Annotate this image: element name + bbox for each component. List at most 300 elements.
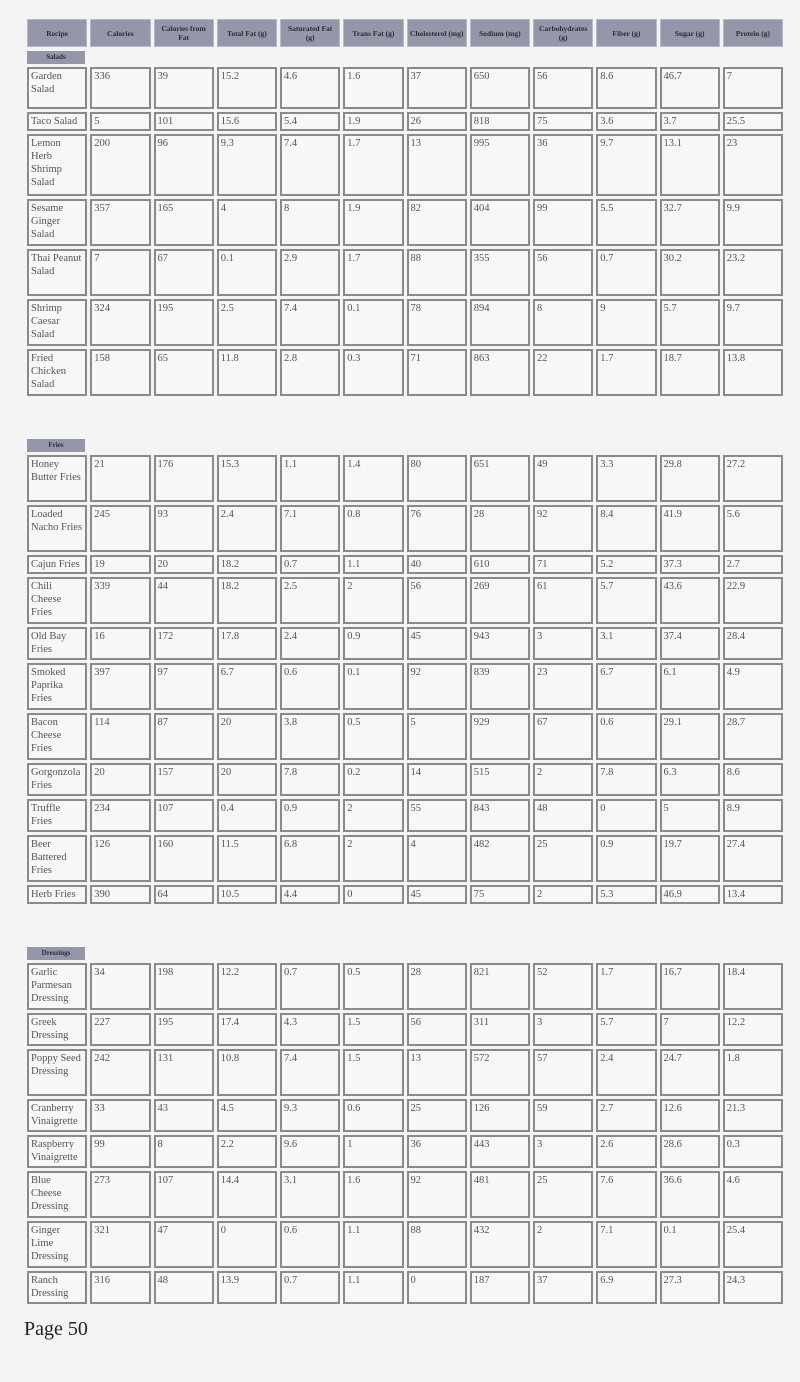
value-cell: 404 — [470, 199, 530, 246]
value-cell: 97 — [154, 663, 214, 710]
value-cell: 23.2 — [723, 249, 783, 296]
value-cell: 12.6 — [660, 1099, 720, 1132]
value-cell: 64 — [154, 885, 214, 904]
value-cell: 8 — [533, 299, 593, 346]
value-cell: 99 — [533, 199, 593, 246]
value-cell: 126 — [90, 835, 150, 882]
table-row — [27, 1171, 783, 1218]
value-cell: 10.8 — [217, 1049, 277, 1096]
header-protein: Protein (g) — [723, 19, 783, 47]
value-cell: 5.6 — [723, 505, 783, 552]
value-cell: 56 — [407, 577, 467, 624]
value-cell: 2.8 — [280, 349, 340, 396]
value-cell: 8.4 — [596, 505, 656, 552]
table-row — [27, 1049, 783, 1096]
value-cell: 2 — [343, 577, 403, 624]
header-sugar: Sugar (g) — [660, 19, 720, 47]
value-cell: 4.4 — [280, 885, 340, 904]
value-cell: 0.1 — [217, 249, 277, 296]
value-cell: 28.7 — [723, 713, 783, 760]
value-cell: 336 — [90, 67, 150, 109]
value-cell: 67 — [154, 249, 214, 296]
section-label: Fries — [27, 439, 85, 452]
value-cell: 18.2 — [217, 577, 277, 624]
value-cell: 321 — [90, 1221, 150, 1268]
value-cell: 9.7 — [723, 299, 783, 346]
value-cell: 0.5 — [343, 963, 403, 1010]
value-cell: 8.9 — [723, 799, 783, 832]
value-cell: 9 — [596, 299, 656, 346]
value-cell: 481 — [470, 1171, 530, 1218]
value-cell: 107 — [154, 1171, 214, 1218]
value-cell: 22.9 — [723, 577, 783, 624]
value-cell: 3 — [533, 627, 593, 660]
value-cell: 339 — [90, 577, 150, 624]
value-cell: 114 — [90, 713, 150, 760]
value-cell: 2 — [343, 835, 403, 882]
value-cell: 158 — [90, 349, 150, 396]
value-cell: 0.1 — [343, 663, 403, 710]
value-cell: 0.6 — [596, 713, 656, 760]
value-cell: 4.6 — [280, 67, 340, 109]
value-cell: 7.4 — [280, 134, 340, 196]
header-fiber: Fiber (g) — [596, 19, 656, 47]
value-cell: 75 — [470, 885, 530, 904]
value-cell: 87 — [154, 713, 214, 760]
table-row — [27, 799, 783, 832]
value-cell: 19 — [90, 555, 150, 574]
value-cell: 1.7 — [596, 349, 656, 396]
value-cell: 43.6 — [660, 577, 720, 624]
value-cell: 18.7 — [660, 349, 720, 396]
value-cell: 17.8 — [217, 627, 277, 660]
value-cell: 3.8 — [280, 713, 340, 760]
value-cell: 101 — [154, 112, 214, 131]
value-cell: 92 — [407, 1171, 467, 1218]
value-cell: 36.6 — [660, 1171, 720, 1218]
value-cell: 1.5 — [343, 1013, 403, 1046]
value-cell: 2 — [533, 763, 593, 796]
section-header-row — [27, 438, 783, 452]
value-cell: 99 — [90, 1135, 150, 1168]
value-cell: 4.6 — [723, 1171, 783, 1218]
value-cell: 20 — [217, 763, 277, 796]
value-cell: 11.5 — [217, 835, 277, 882]
value-cell: 20 — [90, 763, 150, 796]
table-row — [27, 1271, 783, 1304]
value-cell: 6.8 — [280, 835, 340, 882]
value-cell: 13 — [407, 1049, 467, 1096]
value-cell: 23 — [723, 134, 783, 196]
value-cell: 6.7 — [596, 663, 656, 710]
value-cell: 2.2 — [217, 1135, 277, 1168]
value-cell: 1.6 — [343, 1171, 403, 1218]
table-row — [27, 505, 783, 552]
recipe-name-cell: Raspberry Vinaigrette — [27, 1135, 87, 1168]
value-cell: 45 — [407, 885, 467, 904]
value-cell: 24.3 — [723, 1271, 783, 1304]
value-cell: 25 — [407, 1099, 467, 1132]
value-cell: 863 — [470, 349, 530, 396]
value-cell: 515 — [470, 763, 530, 796]
value-cell: 1.7 — [343, 249, 403, 296]
value-cell: 943 — [470, 627, 530, 660]
recipe-name-cell: Smoked Paprika Fries — [27, 663, 87, 710]
value-cell: 821 — [470, 963, 530, 1010]
recipe-name-cell: Garlic Parmesan Dressing — [27, 963, 87, 1010]
table-row — [27, 763, 783, 796]
recipe-name-cell: Taco Salad — [27, 112, 87, 131]
value-cell: 0 — [217, 1221, 277, 1268]
value-cell: 88 — [407, 249, 467, 296]
value-cell: 28 — [407, 963, 467, 1010]
table-row — [27, 299, 783, 346]
table-row — [27, 577, 783, 624]
value-cell: 36 — [533, 134, 593, 196]
value-cell: 1.5 — [343, 1049, 403, 1096]
table-row — [27, 885, 783, 904]
value-cell: 3 — [533, 1135, 593, 1168]
value-cell: 176 — [154, 455, 214, 502]
value-cell: 32.7 — [660, 199, 720, 246]
value-cell: 3.7 — [660, 112, 720, 131]
table-row — [27, 199, 783, 246]
value-cell: 0.7 — [280, 963, 340, 1010]
value-cell: 7.1 — [280, 505, 340, 552]
value-cell: 46.9 — [660, 885, 720, 904]
value-cell: 324 — [90, 299, 150, 346]
value-cell: 22 — [533, 349, 593, 396]
value-cell: 157 — [154, 763, 214, 796]
table-row — [27, 1135, 783, 1168]
value-cell: 4 — [217, 199, 277, 246]
recipe-name-cell: Fried Chicken Salad — [27, 349, 87, 396]
value-cell: 71 — [407, 349, 467, 396]
section-spacer — [27, 399, 783, 435]
header-sodium: Sodium (mg) — [470, 19, 530, 47]
value-cell: 7 — [90, 249, 150, 296]
value-cell: 37.3 — [660, 555, 720, 574]
value-cell: 0.6 — [280, 1221, 340, 1268]
value-cell: 839 — [470, 663, 530, 710]
value-cell: 80 — [407, 455, 467, 502]
value-cell: 432 — [470, 1221, 530, 1268]
table-row — [27, 963, 783, 1010]
header-calories-from-fat: Calories from Fat — [154, 19, 214, 47]
value-cell: 13.9 — [217, 1271, 277, 1304]
value-cell: 2.5 — [217, 299, 277, 346]
value-cell: 13.4 — [723, 885, 783, 904]
value-cell: 57 — [533, 1049, 593, 1096]
recipe-name-cell: Shrimp Caesar Salad — [27, 299, 87, 346]
recipe-name-cell: Bacon Cheese Fries — [27, 713, 87, 760]
value-cell: 1.7 — [343, 134, 403, 196]
value-cell: 71 — [533, 555, 593, 574]
value-cell: 28.4 — [723, 627, 783, 660]
recipe-name-cell: Old Bay Fries — [27, 627, 87, 660]
value-cell: 8 — [280, 199, 340, 246]
value-cell: 650 — [470, 67, 530, 109]
value-cell: 1.1 — [343, 1221, 403, 1268]
value-cell: 37 — [533, 1271, 593, 1304]
value-cell: 12.2 — [217, 963, 277, 1010]
value-cell: 0.6 — [280, 663, 340, 710]
value-cell: 21.3 — [723, 1099, 783, 1132]
value-cell: 18.4 — [723, 963, 783, 1010]
value-cell: 198 — [154, 963, 214, 1010]
value-cell: 187 — [470, 1271, 530, 1304]
value-cell: 131 — [154, 1049, 214, 1096]
value-cell: 929 — [470, 713, 530, 760]
value-cell: 172 — [154, 627, 214, 660]
value-cell: 0 — [343, 885, 403, 904]
value-cell: 1.7 — [596, 963, 656, 1010]
value-cell: 572 — [470, 1049, 530, 1096]
value-cell: 11.8 — [217, 349, 277, 396]
value-cell: 76 — [407, 505, 467, 552]
value-cell: 9.7 — [596, 134, 656, 196]
value-cell: 59 — [533, 1099, 593, 1132]
value-cell: 29.8 — [660, 455, 720, 502]
recipe-name-cell: Gorgonzola Fries — [27, 763, 87, 796]
header-cholesterol: Cholesterol (mg) — [407, 19, 467, 47]
table-row — [27, 835, 783, 882]
value-cell: 126 — [470, 1099, 530, 1132]
value-cell: 44 — [154, 577, 214, 624]
section-header-row — [27, 50, 783, 64]
value-cell: 0.2 — [343, 763, 403, 796]
value-cell: 2 — [343, 799, 403, 832]
value-cell: 5 — [407, 713, 467, 760]
value-cell: 43 — [154, 1099, 214, 1132]
value-cell: 0.9 — [343, 627, 403, 660]
table-row — [27, 555, 783, 574]
value-cell: 7.1 — [596, 1221, 656, 1268]
value-cell: 25 — [533, 1171, 593, 1218]
value-cell: 13.1 — [660, 134, 720, 196]
value-cell: 7.8 — [596, 763, 656, 796]
value-cell: 2.5 — [280, 577, 340, 624]
value-cell: 2 — [533, 1221, 593, 1268]
value-cell: 3.6 — [596, 112, 656, 131]
value-cell: 0.9 — [280, 799, 340, 832]
value-cell: 1.1 — [280, 455, 340, 502]
value-cell: 26 — [407, 112, 467, 131]
table-body — [27, 50, 783, 1304]
recipe-name-cell: Blue Cheese Dressing — [27, 1171, 87, 1218]
value-cell: 5.7 — [596, 1013, 656, 1046]
table-row — [27, 455, 783, 502]
value-cell: 0 — [596, 799, 656, 832]
value-cell: 45 — [407, 627, 467, 660]
value-cell: 2.4 — [217, 505, 277, 552]
value-cell: 1.1 — [343, 1271, 403, 1304]
table-row — [27, 112, 783, 131]
recipe-name-cell: Beer Battered Fries — [27, 835, 87, 882]
value-cell: 0.8 — [343, 505, 403, 552]
value-cell: 1.1 — [343, 555, 403, 574]
value-cell: 48 — [154, 1271, 214, 1304]
value-cell: 9.3 — [217, 134, 277, 196]
value-cell: 1.8 — [723, 1049, 783, 1096]
value-cell: 273 — [90, 1171, 150, 1218]
value-cell: 7.4 — [280, 299, 340, 346]
value-cell: 46.7 — [660, 67, 720, 109]
value-cell: 10.5 — [217, 885, 277, 904]
value-cell: 47 — [154, 1221, 214, 1268]
value-cell: 0.6 — [343, 1099, 403, 1132]
value-cell: 651 — [470, 455, 530, 502]
value-cell: 0 — [407, 1271, 467, 1304]
value-cell: 390 — [90, 885, 150, 904]
value-cell: 14 — [407, 763, 467, 796]
value-cell: 16 — [90, 627, 150, 660]
value-cell: 15.2 — [217, 67, 277, 109]
value-cell: 92 — [533, 505, 593, 552]
value-cell: 894 — [470, 299, 530, 346]
value-cell: 36 — [407, 1135, 467, 1168]
value-cell: 33 — [90, 1099, 150, 1132]
value-cell: 1.9 — [343, 112, 403, 131]
value-cell: 2.4 — [596, 1049, 656, 1096]
value-cell: 67 — [533, 713, 593, 760]
recipe-name-cell: Ranch Dressing — [27, 1271, 87, 1304]
value-cell: 61 — [533, 577, 593, 624]
value-cell: 7 — [660, 1013, 720, 1046]
header-recipe: Recipe — [27, 19, 87, 47]
recipe-name-cell: Cranberry Vinaigrette — [27, 1099, 87, 1132]
value-cell: 20 — [154, 555, 214, 574]
recipe-name-cell: Truffle Fries — [27, 799, 87, 832]
value-cell: 4.9 — [723, 663, 783, 710]
value-cell: 9.9 — [723, 199, 783, 246]
value-cell: 34 — [90, 963, 150, 1010]
value-cell: 39 — [154, 67, 214, 109]
value-cell: 2.9 — [280, 249, 340, 296]
value-cell: 0.4 — [217, 799, 277, 832]
value-cell: 6.1 — [660, 663, 720, 710]
table-row — [27, 67, 783, 109]
value-cell: 88 — [407, 1221, 467, 1268]
recipe-name-cell: Lemon Herb Shrimp Salad — [27, 134, 87, 196]
value-cell: 610 — [470, 555, 530, 574]
value-cell: 24.7 — [660, 1049, 720, 1096]
value-cell: 4.5 — [217, 1099, 277, 1132]
value-cell: 27.3 — [660, 1271, 720, 1304]
value-cell: 2 — [533, 885, 593, 904]
nutrition-table — [24, 16, 786, 1307]
value-cell: 8.6 — [596, 67, 656, 109]
recipe-name-cell: Chili Cheese Fries — [27, 577, 87, 624]
value-cell: 28 — [470, 505, 530, 552]
section-header-row — [27, 946, 783, 960]
value-cell: 7.4 — [280, 1049, 340, 1096]
value-cell: 107 — [154, 799, 214, 832]
value-cell: 357 — [90, 199, 150, 246]
header-carbohydrates: Carbohydrates (g) — [533, 19, 593, 47]
value-cell: 0.7 — [280, 555, 340, 574]
value-cell: 29.1 — [660, 713, 720, 760]
value-cell: 37.4 — [660, 627, 720, 660]
value-cell: 9.6 — [280, 1135, 340, 1168]
nutrition-document — [24, 16, 786, 1307]
value-cell: 5 — [90, 112, 150, 131]
value-cell: 2.7 — [723, 555, 783, 574]
value-cell: 1.6 — [343, 67, 403, 109]
value-cell: 75 — [533, 112, 593, 131]
value-cell: 78 — [407, 299, 467, 346]
recipe-name-cell: Loaded Nacho Fries — [27, 505, 87, 552]
value-cell: 27.2 — [723, 455, 783, 502]
value-cell: 7.8 — [280, 763, 340, 796]
page-number: Page 50 — [24, 1318, 88, 1340]
value-cell: 5.4 — [280, 112, 340, 131]
value-cell: 56 — [533, 67, 593, 109]
value-cell: 96 — [154, 134, 214, 196]
value-cell: 16.7 — [660, 963, 720, 1010]
value-cell: 93 — [154, 505, 214, 552]
table-row — [27, 713, 783, 760]
table-row — [27, 134, 783, 196]
table-row — [27, 249, 783, 296]
value-cell: 8.6 — [723, 763, 783, 796]
recipe-name-cell: Poppy Seed Dressing — [27, 1049, 87, 1096]
value-cell: 234 — [90, 799, 150, 832]
value-cell: 843 — [470, 799, 530, 832]
table-row — [27, 627, 783, 660]
header-row — [27, 19, 783, 47]
value-cell: 818 — [470, 112, 530, 131]
value-cell: 227 — [90, 1013, 150, 1046]
section-spacer — [27, 907, 783, 943]
value-cell: 316 — [90, 1271, 150, 1304]
value-cell: 195 — [154, 299, 214, 346]
value-cell: 15.6 — [217, 112, 277, 131]
value-cell: 41.9 — [660, 505, 720, 552]
table-row — [27, 349, 783, 396]
value-cell: 14.4 — [217, 1171, 277, 1218]
recipe-name-cell: Thai Peanut Salad — [27, 249, 87, 296]
value-cell: 37 — [407, 67, 467, 109]
value-cell: 30.2 — [660, 249, 720, 296]
value-cell: 5.3 — [596, 885, 656, 904]
value-cell: 40 — [407, 555, 467, 574]
recipe-name-cell: Ginger Lime Dressing — [27, 1221, 87, 1268]
table-row — [27, 1013, 783, 1046]
value-cell: 5 — [660, 799, 720, 832]
value-cell: 443 — [470, 1135, 530, 1168]
value-cell: 6.3 — [660, 763, 720, 796]
header-saturated-fat: Saturated Fat (g) — [280, 19, 340, 47]
header-total-fat: Total Fat (g) — [217, 19, 277, 47]
value-cell: 1.9 — [343, 199, 403, 246]
value-cell: 18.2 — [217, 555, 277, 574]
header-trans-fat: Trans Fat (g) — [343, 19, 403, 47]
value-cell: 56 — [533, 249, 593, 296]
recipe-name-cell: Honey Butter Fries — [27, 455, 87, 502]
section-label: Salads — [27, 51, 85, 64]
table-row — [27, 1221, 783, 1268]
value-cell: 5.7 — [660, 299, 720, 346]
value-cell: 269 — [470, 577, 530, 624]
recipe-name-cell: Herb Fries — [27, 885, 87, 904]
value-cell: 245 — [90, 505, 150, 552]
value-cell: 65 — [154, 349, 214, 396]
value-cell: 28.6 — [660, 1135, 720, 1168]
value-cell: 311 — [470, 1013, 530, 1046]
value-cell: 12.2 — [723, 1013, 783, 1046]
value-cell: 92 — [407, 663, 467, 710]
